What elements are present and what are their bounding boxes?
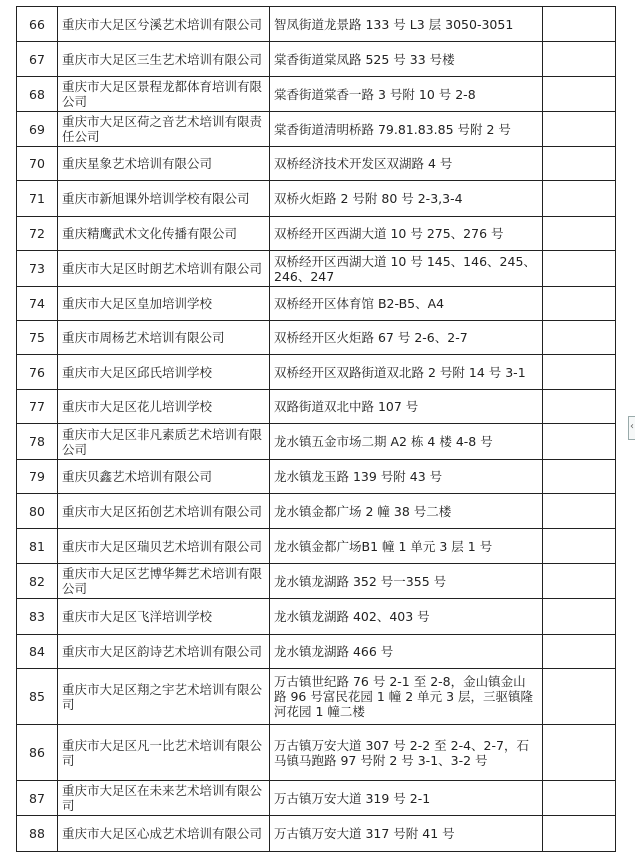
school-name: 重庆市大足区凡一比艺术培训有限公司 xyxy=(58,725,270,781)
row-number: 69 xyxy=(17,112,58,147)
notes-cell xyxy=(543,460,616,494)
table-row xyxy=(17,112,616,147)
table-row xyxy=(17,7,616,42)
notes-cell xyxy=(543,181,616,217)
table-row xyxy=(17,321,616,355)
school-address: 棠香街道棠香一路 3 号附 10 号 2-8 xyxy=(270,77,543,112)
school-name: 重庆市大足区景程龙都体育培训有限公司 xyxy=(58,77,270,112)
school-name: 重庆市大足区兮溪艺术培训有限公司 xyxy=(58,7,270,42)
row-number: 74 xyxy=(17,287,58,321)
school-address: 万古镇万安大道 307 号 2-2 至 2-4、2-7，石马镇马跑路 97 号附 2 号 3-1、3-2 号 xyxy=(270,725,543,781)
table-row xyxy=(17,460,616,494)
school-address: 双桥经开区西湖大道 10 号 145、146、245、246、247 xyxy=(270,251,543,287)
row-number: 81 xyxy=(17,529,58,564)
school-name: 重庆市大足区荷之音艺术培训有限责任公司 xyxy=(58,112,270,147)
notes-cell xyxy=(543,564,616,599)
school-address: 双桥经开区火炬路 67 号 2-6、2-7 xyxy=(270,321,543,355)
row-number: 88 xyxy=(17,816,58,852)
table-row xyxy=(17,781,616,816)
table-row xyxy=(17,355,616,390)
school-address: 龙水镇龙玉路 139 号附 43 号 xyxy=(270,460,543,494)
school-address: 双桥经济技术开发区双湖路 4 号 xyxy=(270,147,543,181)
school-address: 双桥经开区西湖大道 10 号 275、276 号 xyxy=(270,217,543,251)
table-row xyxy=(17,635,616,669)
table-row xyxy=(17,147,616,181)
schools-table xyxy=(16,6,616,852)
school-address: 万古镇世纪路 76 号 2-1 至 2-8，金山镇金山路 96 号富民花园 1 幢 2 单元 3 层，三驱镇隆河花园 1 幢二楼 xyxy=(270,669,543,725)
notes-cell xyxy=(543,816,616,852)
school-name: 重庆市大足区花儿培训学校 xyxy=(58,390,270,424)
row-number: 78 xyxy=(17,424,58,460)
school-address: 双桥经开区体育馆 B2-B5、A4 xyxy=(270,287,543,321)
row-number: 75 xyxy=(17,321,58,355)
notes-cell xyxy=(543,217,616,251)
notes-cell xyxy=(543,77,616,112)
notes-cell xyxy=(543,390,616,424)
row-number: 83 xyxy=(17,599,58,635)
table-row xyxy=(17,725,616,781)
row-number: 84 xyxy=(17,635,58,669)
school-address: 龙水镇五金市场二期 A2 栋 4 楼 4-8 号 xyxy=(270,424,543,460)
notes-cell xyxy=(543,635,616,669)
notes-cell xyxy=(543,42,616,77)
school-address: 棠香街道棠凤路 525 号 33 号楼 xyxy=(270,42,543,77)
notes-cell xyxy=(543,599,616,635)
notes-cell xyxy=(543,251,616,287)
school-name: 重庆市大足区心成艺术培训有限公司 xyxy=(58,816,270,852)
notes-cell xyxy=(543,355,616,390)
row-number: 79 xyxy=(17,460,58,494)
row-number: 86 xyxy=(17,725,58,781)
table-row xyxy=(17,287,616,321)
school-address: 万古镇万安大道 319 号 2-1 xyxy=(270,781,543,816)
table-row xyxy=(17,494,616,529)
table-row xyxy=(17,77,616,112)
notes-cell xyxy=(543,424,616,460)
notes-cell xyxy=(543,147,616,181)
school-name: 重庆贝鑫艺术培训有限公司 xyxy=(58,460,270,494)
school-name: 重庆市大足区瑞贝艺术培训有限公司 xyxy=(58,529,270,564)
table-row xyxy=(17,181,616,217)
table-body xyxy=(17,7,616,852)
school-address: 双桥火炬路 2 号附 80 号 2-3,3-4 xyxy=(270,181,543,217)
table-row xyxy=(17,42,616,77)
school-name: 重庆市大足区飞洋培训学校 xyxy=(58,599,270,635)
school-name: 重庆市新旭课外培训学校有限公司 xyxy=(58,181,270,217)
notes-cell xyxy=(543,494,616,529)
row-number: 82 xyxy=(17,564,58,599)
table-row xyxy=(17,390,616,424)
notes-cell xyxy=(543,321,616,355)
notes-cell xyxy=(543,781,616,816)
row-number: 72 xyxy=(17,217,58,251)
row-number: 85 xyxy=(17,669,58,725)
school-address: 双桥经开区双路街道双北路 2 号附 14 号 3-1 xyxy=(270,355,543,390)
school-name: 重庆市大足区邱氏培训学校 xyxy=(58,355,270,390)
table-row xyxy=(17,564,616,599)
notes-cell xyxy=(543,669,616,725)
scroll-edge-indicator[interactable]: ‹ xyxy=(628,416,635,440)
school-name: 重庆市大足区在未来艺术培训有限公司 xyxy=(58,781,270,816)
school-name: 重庆市大足区时朗艺术培训有限公司 xyxy=(58,251,270,287)
school-name: 重庆精鹰武术文化传播有限公司 xyxy=(58,217,270,251)
school-name: 重庆市大足区非凡素质艺术培训有限公司 xyxy=(58,424,270,460)
row-number: 71 xyxy=(17,181,58,217)
table-row xyxy=(17,217,616,251)
row-number: 87 xyxy=(17,781,58,816)
school-name: 重庆市大足区翔之宇艺术培训有限公司 xyxy=(58,669,270,725)
school-address: 万古镇万安大道 317 号附 41 号 xyxy=(270,816,543,852)
row-number: 67 xyxy=(17,42,58,77)
table-row xyxy=(17,424,616,460)
row-number: 76 xyxy=(17,355,58,390)
notes-cell xyxy=(543,529,616,564)
row-number: 68 xyxy=(17,77,58,112)
school-address: 龙水镇龙湖路 352 号一355 号 xyxy=(270,564,543,599)
row-number: 73 xyxy=(17,251,58,287)
table-row xyxy=(17,251,616,287)
row-number: 70 xyxy=(17,147,58,181)
school-name: 重庆市大足区三生艺术培训有限公司 xyxy=(58,42,270,77)
row-number: 80 xyxy=(17,494,58,529)
school-name: 重庆市大足区皇加培训学校 xyxy=(58,287,270,321)
notes-cell xyxy=(543,287,616,321)
school-name: 重庆市大足区艺博华舞艺术培训有限公司 xyxy=(58,564,270,599)
row-number: 66 xyxy=(17,7,58,42)
school-address: 龙水镇龙湖路 466 号 xyxy=(270,635,543,669)
school-name: 重庆市周杨艺术培训有限公司 xyxy=(58,321,270,355)
school-name: 重庆星象艺术培训有限公司 xyxy=(58,147,270,181)
school-address: 龙水镇金都广场 2 幢 38 号二楼 xyxy=(270,494,543,529)
school-name: 重庆市大足区拓创艺术培训有限公司 xyxy=(58,494,270,529)
notes-cell xyxy=(543,112,616,147)
school-name: 重庆市大足区韵诗艺术培训有限公司 xyxy=(58,635,270,669)
notes-cell xyxy=(543,7,616,42)
table-row xyxy=(17,529,616,564)
notes-cell xyxy=(543,725,616,781)
school-address: 龙水镇龙湖路 402、403 号 xyxy=(270,599,543,635)
school-address: 智凤街道龙景路 133 号 L3 层 3050-3051 xyxy=(270,7,543,42)
school-address: 龙水镇金都广场B1 幢 1 单元 3 层 1 号 xyxy=(270,529,543,564)
table-row xyxy=(17,669,616,725)
school-address: 双路街道双北中路 107 号 xyxy=(270,390,543,424)
table-row xyxy=(17,599,616,635)
row-number: 77 xyxy=(17,390,58,424)
table-row xyxy=(17,816,616,852)
school-address: 棠香街道清明桥路 79.81.83.85 号附 2 号 xyxy=(270,112,543,147)
